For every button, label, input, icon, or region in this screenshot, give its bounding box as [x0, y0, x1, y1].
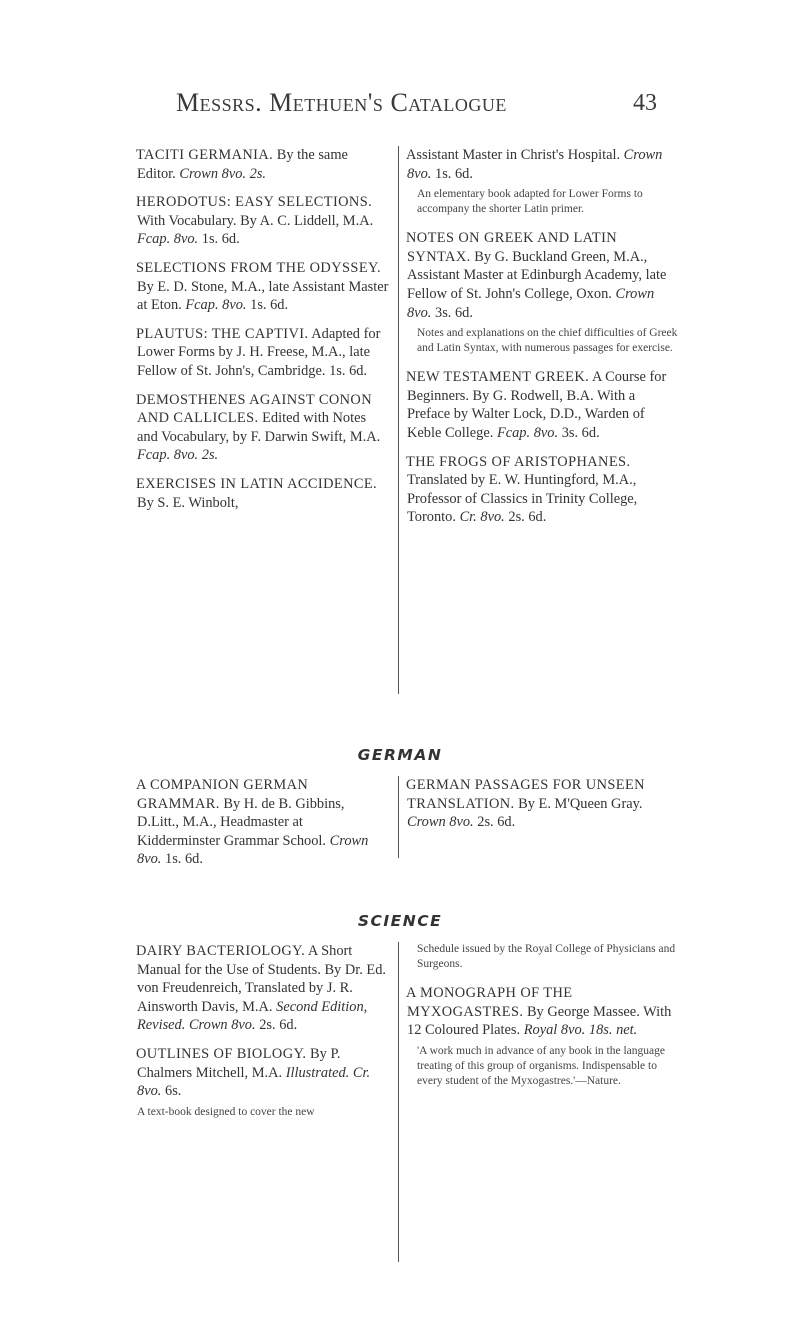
classics-section — [137, 146, 683, 706]
catalogue-entry: HERODOTUS: EASY SELECTIONS. With Vocabulary. By A. C. Liddell, M.A. Fcap. 8vo. 1s. 6d. — [136, 194, 374, 248]
column-divider — [398, 942, 399, 1262]
section-heading-german: GERMAN — [357, 746, 443, 764]
catalogue-entry: OUTLINES OF BIOLOGY. By P. Chalmers Mitchell, M.A. Illustrated. Cr. 8vo. 6s. — [136, 1045, 371, 1100]
right-column — [407, 146, 679, 537]
entry-note: A text-book designed to cover the new — [137, 1105, 315, 1118]
catalogue-entry: Assistant Master in Christ's Hospital. Crown 8vo. 1s. 6d. — [406, 147, 663, 182]
catalogue-entry: NOTES ON GREEK AND LATIN SYNTAX. By G. Buckland Green, M.A., Assistant Master at Edinburgh Academy, late Fellow of St. John's College, Oxon. Crown 8vo. 3s. 6d. — [406, 230, 667, 321]
german-section — [137, 776, 683, 866]
right-column — [407, 942, 679, 1101]
catalogue-entry: NEW TESTAMENT GREEK. A Course for Beginners. By G. Rodwell, B.A. With a Preface by Walter Lock, D.D., Warden of Keble College. Fcap. 8vo. 3s. 6d. — [406, 369, 667, 441]
catalogue-entry: TACITI GERMANIA. By the same Editor. Crown 8vo. 2s. — [136, 147, 348, 182]
entry-note: Notes and explanations on the chief difficulties of Greek and Latin Syntax, with numerous passages for exercise. — [417, 327, 678, 355]
catalogue-entry: DEMOSTHENES AGAINST CONON AND CALLICLES. Edited with Notes and Vocabulary, by F. Darwin Swift, M.A. Fcap. 8vo. 2s. — [136, 391, 381, 464]
column-divider — [398, 776, 399, 858]
column-divider — [398, 146, 399, 694]
catalogue-entry: DAIRY BACTERIOLOGY. A Short Manual for the Use of Students. By Dr. Ed. von Freudenreich, Translated by J. R. Ainsworth Davis, M.A. Second Edition, Revised. Crown 8vo. 2s. 6d. — [136, 943, 387, 1034]
page-number: 43 — [633, 90, 657, 116]
entry-note: Schedule issued by the Royal College of Physicians and Surgeons. — [417, 943, 676, 970]
right-column — [407, 776, 679, 842]
catalogue-entry: EXERCISES IN LATIN ACCIDENCE. By S. E. Winbolt, — [136, 475, 378, 511]
left-column — [137, 776, 389, 879]
entry-note: 'A work much in advance of any book in the language treating of this group of organisms. Indispensable to every student of the Myxogastres.'—Nature. — [417, 1044, 665, 1087]
catalogue-entry: PLAUTUS: THE CAPTIVI. Adapted for Lower Forms by J. H. Freese, M.A., late Fellow of St. John's, Cambridge. 1s. 6d. — [136, 325, 381, 379]
catalogue-entry: A MONOGRAPH OF THE MYXOGASTRES. By George Massee. With 12 Coloured Plates. Royal 8vo. 18s. net. — [406, 985, 672, 1039]
catalogue-entry: SELECTIONS FROM THE ODYSSEY. By E. D. Stone, M.A., late Assistant Master at Eton. Fcap. 8vo. 1s. 6d. — [136, 259, 389, 314]
catalogue-entry: THE FROGS OF ARISTOPHANES. Translated by E. W. Huntingford, M.A., Professor of Classics in Trinity College, Toronto. Cr. 8vo. 2s. 6d. — [406, 453, 638, 526]
entry-note: An elementary book adapted for Lower Forms to accompany the shorter Latin primer. — [417, 188, 643, 216]
catalogue-entry: GERMAN PASSAGES FOR UNSEEN TRANSLATION. By E. M'Queen Gray. Crown 8vo. 2s. 6d. — [406, 777, 645, 831]
science-section — [137, 942, 683, 1272]
running-title: Messrs. Methuen's Catalogue — [176, 88, 507, 117]
page-header — [0, 88, 800, 128]
left-column — [137, 146, 389, 522]
left-column — [137, 942, 389, 1132]
section-heading-science: SCIENCE — [357, 912, 443, 930]
catalogue-entry: A COMPANION GERMAN GRAMMAR. By H. de B. Gibbins, D.Litt., M.A., Headmaster at Kidderminster Grammar School. Crown 8vo. 1s. 6d. — [136, 777, 369, 868]
